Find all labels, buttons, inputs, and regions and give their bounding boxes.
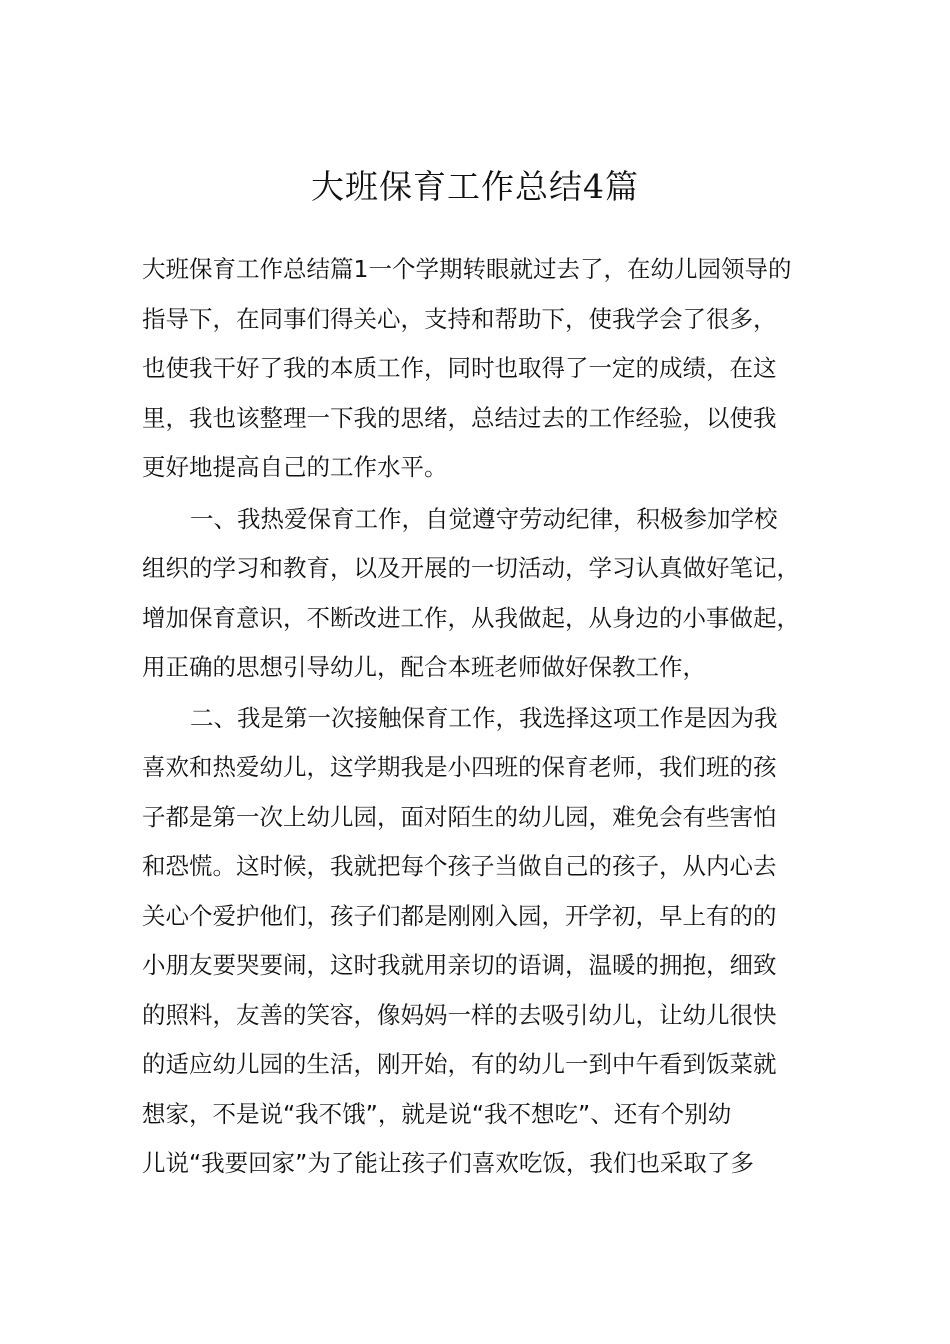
- paragraph-line: 也使我干好了我的本质工作，同时也取得了一定的成绩，在这: [142, 354, 777, 382]
- paragraph-line: 和恐慌。这时候，我就把每个孩子当做自己的孩子，从内心去: [142, 852, 777, 880]
- paragraph-line: 小朋友要哭要闹，这时我就用亲切的语调，温暖的拥抱，细致: [142, 951, 777, 979]
- paragraph-line: 二、我是第一次接触保育工作，我选择这项工作是因为我: [190, 704, 778, 732]
- paragraph-line: 用正确的思想引导幼儿，配合本班老师做好保教工作，: [142, 653, 706, 681]
- paragraph-line: 子都是第一次上幼儿园，面对陌生的幼儿园，难免会有些害怕: [142, 803, 777, 831]
- paragraph-line: 里，我也该整理一下我的思绪，总结过去的工作经验，以使我: [142, 404, 777, 432]
- paragraph-line: 更好地提高自己的工作水平。: [142, 453, 448, 481]
- paragraph-line: 关心个爱护他们，孩子们都是刚刚入园，开学初，早上有的的: [142, 902, 777, 930]
- paragraph-line: 儿说“我要回家”为了能让孩子们喜欢吃饭，我们也采取了多: [142, 1149, 754, 1177]
- paragraph-line: 的照料，友善的笑容，像妈妈一样的去吸引幼儿，让幼儿很快: [142, 1001, 777, 1029]
- document-title: 大班保育工作总结4篇: [311, 167, 639, 206]
- paragraph-line: 的适应幼儿园的生活，刚开始，有的幼儿一到中午看到饭菜就: [142, 1050, 777, 1078]
- paragraph-line: 大班保育工作总结篇1一个学期转眼就过去了，在幼儿园领导的: [142, 255, 792, 283]
- paragraph-line: 组织的学习和教育，以及开展的一切活动，学习认真做好笔记，: [142, 554, 800, 582]
- paragraph-line: 一、我热爱保育工作，自觉遵守劳动纪律，积极参加学校: [190, 505, 778, 533]
- paragraph-line: 喜欢和热爱幼儿，这学期我是小四班的保育老师，我们班的孩: [142, 753, 777, 781]
- paragraph-line: 想家，不是说“我不饿”，就是说“我不想吃”、还有个别幼: [142, 1100, 732, 1128]
- paragraph-line: 增加保育意识，不断改进工作，从我做起，从身边的小事做起，: [142, 604, 800, 632]
- paragraph-line: 指导下，在同事们得关心，支持和帮助下，使我学会了很多，: [142, 305, 777, 333]
